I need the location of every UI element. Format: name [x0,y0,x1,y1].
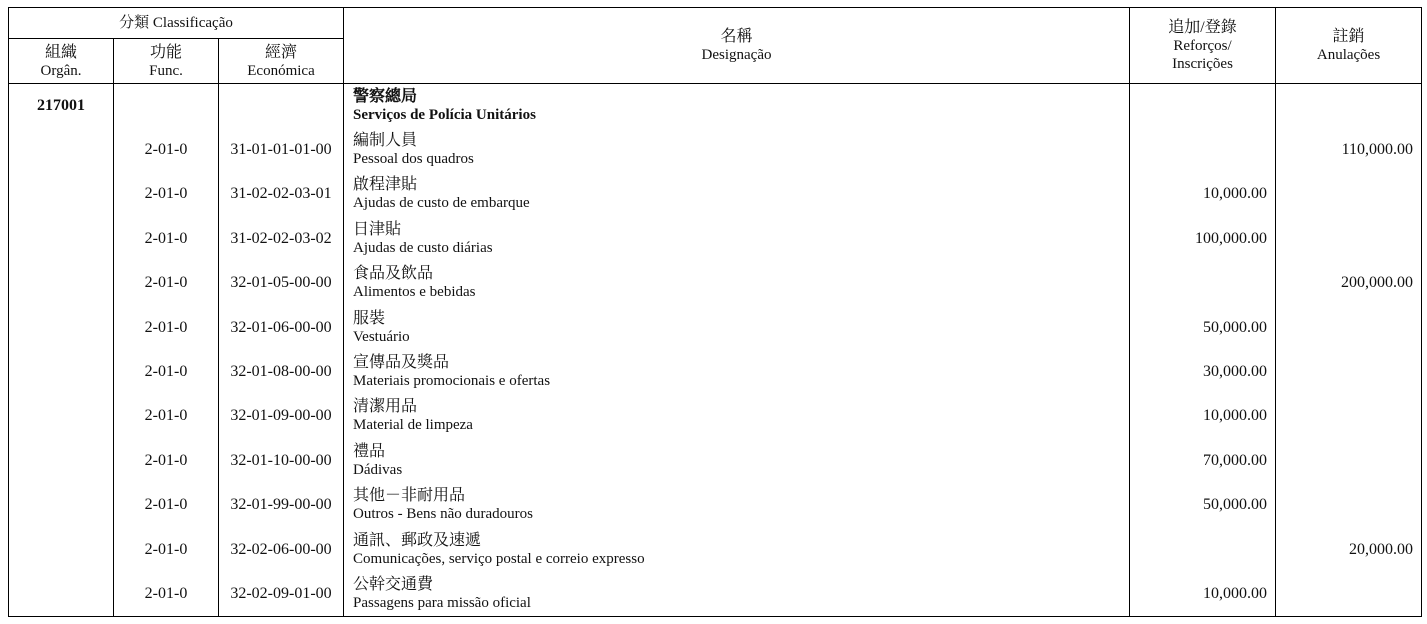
reforcos-amount-cell: 70,000.00 [1130,439,1276,483]
designation-pt: Materiais promocionais e ofertas [353,373,551,390]
designation-pt: Ajudas de custo diárias [353,239,493,256]
designation-zh: 其他－非耐用品 [353,487,466,505]
table-row [9,350,1422,394]
designation-cell [344,572,1130,616]
designation-pt: Comunicações, serviço postal e correio expresso [353,550,645,567]
func-code-cell: 2-01-0 [114,394,219,438]
econ-code-cell [219,84,344,128]
func-code-cell: 2-01-0 [114,572,219,616]
anulacoes-header-pt: Anulações [1316,47,1381,63]
anulacoes-header-zh: 註銷 [1332,28,1365,45]
econ-code-cell: 31-01-01-01-00 [219,128,344,172]
designation-cell [344,439,1130,483]
designation-pt: Material de limpeza [353,417,473,434]
func-code-cell: 2-01-0 [114,128,219,172]
reforcos-header-zh: 追加/登錄 [1168,19,1237,36]
func-code-cell: 2-01-0 [114,350,219,394]
designation-cell [344,394,1130,438]
designation-zh: 禮品 [353,442,386,460]
designation-cell [344,217,1130,261]
designation-header-zh: 名稱 [720,28,753,45]
func-code-cell: 2-01-0 [114,261,219,305]
budget-table [8,7,1422,617]
designation-pt: Outros - Bens não duradouros [353,506,533,523]
econ-header-zh: 經濟 [265,43,298,61]
reforcos-header [1130,8,1276,84]
designation-cell [344,305,1130,349]
designation-cell [344,350,1130,394]
designation-zh: 日津貼 [353,220,402,238]
table-row [9,572,1422,616]
anulacoes-amount-cell: 20,000.00 [1276,527,1422,571]
reforcos-amount-cell: 10,000.00 [1130,394,1276,438]
econ-code-cell: 32-01-09-00-00 [219,394,344,438]
reforcos-amount-cell: 50,000.00 [1130,483,1276,527]
org-code-cell [9,261,114,305]
table-row [9,217,1422,261]
designation-zh: 公幹交通費 [353,575,434,593]
econ-header [219,39,344,84]
anulacoes-amount-cell [1276,172,1422,216]
reforcos-amount-cell: 10,000.00 [1130,172,1276,216]
designation-header [344,8,1130,84]
table-row [9,128,1422,172]
header-row-top [9,8,1422,39]
func-header [114,39,219,84]
org-header-pt: Orgân. [40,62,82,79]
designation-pt: Ajudas de custo de embarque [353,195,530,212]
func-code-cell: 2-01-0 [114,172,219,216]
anulacoes-amount-cell: 110,000.00 [1276,128,1422,172]
classification-label: 分類 Classificação [119,15,233,31]
classification-header [9,8,344,39]
org-code-cell [9,572,114,616]
econ-code-cell: 32-01-06-00-00 [219,305,344,349]
reforcos-amount-cell [1130,84,1276,128]
table-header [9,8,1422,84]
anulacoes-amount-cell [1276,217,1422,261]
org-code-cell [9,217,114,261]
econ-code-cell: 32-01-10-00-00 [219,439,344,483]
reforcos-amount-cell: 10,000.00 [1130,572,1276,616]
reforcos-amount-cell [1130,527,1276,571]
table-row [9,305,1422,349]
section-title-zh: 警察總局 [353,87,418,105]
designation-pt: Pessoal dos quadros [353,151,474,168]
designation-pt: Vestuário [353,328,410,345]
designation-cell [344,84,1130,128]
designation-cell [344,483,1130,527]
org-header-zh: 組織 [44,43,77,61]
func-code-cell: 2-01-0 [114,527,219,571]
org-code-cell [9,439,114,483]
designation-zh: 服裝 [353,309,386,327]
org-code-cell [9,483,114,527]
anulacoes-amount-cell [1276,394,1422,438]
designation-pt: Dádivas [353,461,403,478]
designation-zh: 啟程津貼 [353,176,418,194]
reforcos-amount-cell [1130,128,1276,172]
anulacoes-amount-cell [1276,483,1422,527]
anulacoes-amount-cell [1276,84,1422,128]
section-row [9,84,1422,128]
reforcos-amount-cell [1130,261,1276,305]
org-code-cell [9,128,114,172]
econ-code-cell: 32-01-05-00-00 [219,261,344,305]
org-code-cell [9,527,114,571]
designation-cell [344,172,1130,216]
anulacoes-amount-cell [1276,439,1422,483]
designation-pt: Alimentos e bebidas [353,284,476,301]
func-header-zh: 功能 [149,43,182,61]
econ-code-cell: 32-02-09-01-00 [219,572,344,616]
anulacoes-amount-cell [1276,350,1422,394]
designation-zh: 宣傳品及獎品 [353,354,450,372]
org-header [9,39,114,84]
table-row [9,172,1422,216]
func-code-cell: 2-01-0 [114,305,219,349]
section-title-pt: Serviços de Polícia Unitários [353,106,536,123]
table-row [9,483,1422,527]
table-row [9,527,1422,571]
designation-zh: 清潔用品 [353,398,418,416]
budget-table-sheet [8,7,1422,617]
designation-cell [344,261,1130,305]
func-code-cell: 2-01-0 [114,439,219,483]
org-code-cell [9,305,114,349]
anulacoes-amount-cell: 200,000.00 [1276,261,1422,305]
reforcos-amount-cell: 50,000.00 [1130,305,1276,349]
func-code-cell [114,84,219,128]
econ-code-cell: 31-02-02-03-01 [219,172,344,216]
econ-header-pt: Económica [247,62,315,79]
anulacoes-amount-cell [1276,572,1422,616]
org-code-cell: 217001 [9,84,114,128]
func-code-cell: 2-01-0 [114,483,219,527]
org-code-cell [9,172,114,216]
designation-cell [344,527,1130,571]
org-code-cell [9,394,114,438]
designation-zh: 編制人員 [353,132,418,150]
reforcos-amount-cell: 30,000.00 [1130,350,1276,394]
designation-zh: 通訊、郵政及速遞 [353,531,482,549]
anulacoes-header [1276,8,1422,84]
reforcos-header-pt-2: Inscrições [1172,56,1233,72]
table-body [9,84,1422,617]
table-row [9,439,1422,483]
func-header-pt: Func. [149,62,183,79]
econ-code-cell: 31-02-02-03-02 [219,217,344,261]
econ-code-cell: 32-02-06-00-00 [219,527,344,571]
designation-zh: 食品及飲品 [353,265,434,283]
func-code-cell: 2-01-0 [114,217,219,261]
econ-code-cell: 32-01-08-00-00 [219,350,344,394]
anulacoes-amount-cell [1276,305,1422,349]
table-row [9,394,1422,438]
reforcos-header-pt-1: Reforços/ [1173,38,1232,54]
designation-pt: Passagens para missão oficial [353,594,531,611]
designation-cell [344,128,1130,172]
reforcos-amount-cell: 100,000.00 [1130,217,1276,261]
econ-code-cell: 32-01-99-00-00 [219,483,344,527]
designation-header-pt: Designação [701,47,772,63]
org-code-cell [9,350,114,394]
table-row [9,261,1422,305]
